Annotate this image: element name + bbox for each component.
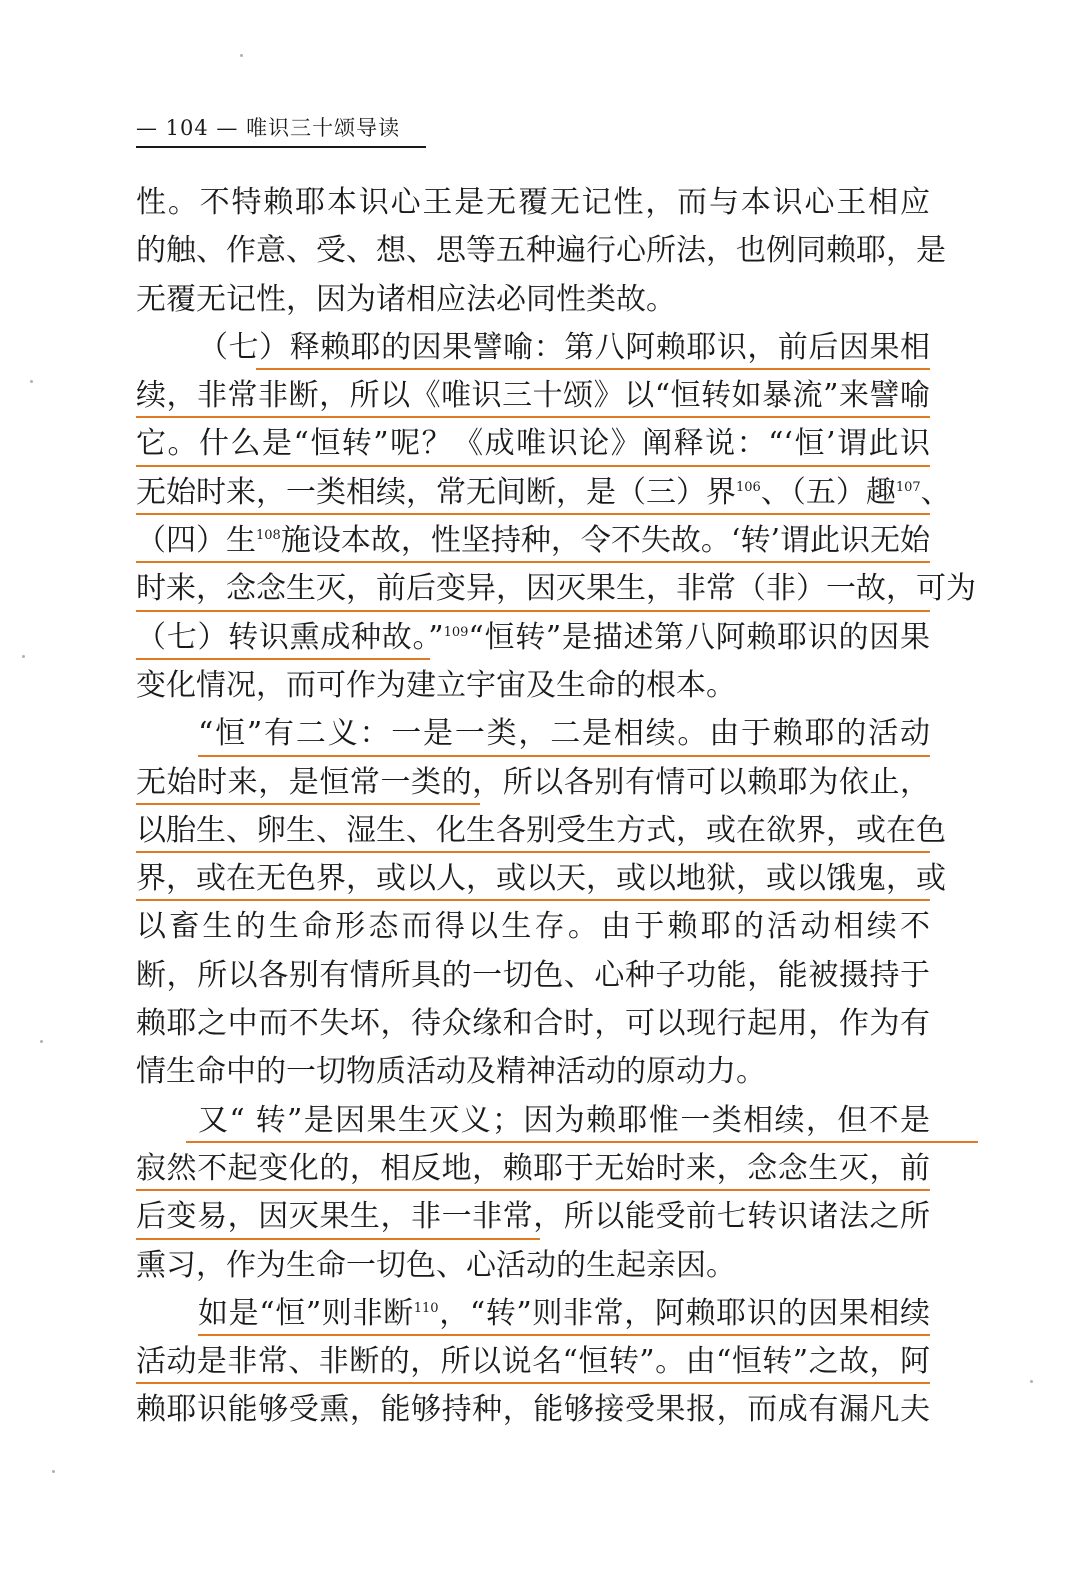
paper-speck: [240, 54, 243, 57]
text-line: 如是“恒”则非断$^{110}$，“转”则非常，阿赖耶识的因果相续: [136, 1291, 930, 1339]
running-header: [136, 112, 426, 148]
footnote-ref: 109: [443, 624, 469, 640]
text-line: 赖耶之中而不失坏，待众缘和合时，可以现行起用，作为有: [136, 1006, 930, 1042]
paper-speck: [40, 1040, 43, 1043]
text-line: 以胎生、卵生、湿生、化生各别受生方式，或在欲界，或在色: [136, 808, 930, 856]
footnote-ref: 108: [256, 528, 281, 544]
text-line: （七）释赖耶的因果譬喻：第八阿赖耶识，前后因果相: [136, 325, 930, 373]
text-line: 它。什么是“恒转”呢？《成唯识论》阐释说：“‘恒’谓此识: [136, 421, 930, 469]
text-line: 无始时来，是恒常一类的，所以各别有情可以赖耶为依止，: [136, 760, 930, 808]
text-line: （七）转识熏成种故。”$^{109}$“恒转”是描述第八阿赖耶识的因果: [136, 615, 930, 663]
text-line: 情生命中的一切物质活动及精神活动的原动力。: [136, 1054, 766, 1090]
text-line: 熏习，作为生命一切色、心活动的生起亲因。: [136, 1247, 736, 1283]
text-line: 无覆无记性，因为诸相应法必同性类故。: [136, 281, 676, 317]
header-text: — 104 — 唯识三十颂导读: [136, 116, 401, 140]
header-rule: [136, 146, 426, 148]
footnote-ref: 110: [413, 1300, 439, 1316]
text-line: 断，所以各别有情所具的一切色、心种子功能，能被摄持于: [136, 957, 930, 993]
paper-speck: [22, 655, 25, 658]
text-line: 又“ 转”是因果生灭义；因为赖耶惟一类相续，但不是: [136, 1098, 930, 1146]
paper-speck: [52, 1470, 55, 1473]
page-body: [136, 180, 976, 1436]
text-line: 后变易，因灭果生，非一非常，所以能受前七转识诸法之所: [136, 1194, 930, 1242]
text-line: 赖耶识能够受熏，能够持种，能够接受果报，而成有漏凡夫: [136, 1392, 930, 1428]
text-line: （四）生$^{108}$施设本故，性坚持种，令不失故。‘转’谓此识无始: [136, 518, 930, 566]
text-line: 界，或在无色界，或以人，或以天，或以地狱，或以饿鬼，或: [136, 856, 930, 904]
paper-speck: [1030, 1380, 1033, 1383]
text-line: 的触、作意、受、想、思等五种遍行心所法，也例同赖耶，是: [136, 233, 946, 269]
text-line: 续，非常非断，所以《唯识三十颂》以“恒转如暴流”来譬喻: [136, 373, 930, 421]
text-line: 寂然不起变化的，相反地，赖耶于无始时来，念念生灭，前: [136, 1146, 930, 1194]
text-line: 以畜生的生命形态而得以生存。由于赖耶的活动相续不: [136, 909, 930, 945]
text-line: 活动是非常、非断的，所以说名“恒转”。由“恒转”之故，阿: [136, 1339, 930, 1387]
text-line: 时来，念念生灭，前后变异，因灭果生，非常（非）一故，可为: [136, 566, 930, 614]
text-line: 无始时来，一类相续，常无间断，是（三）界$^{106}$、（五）趣$^{107}$、: [136, 470, 930, 518]
text-line: “恒”有二义：一是一类，二是相续。由于赖耶的活动: [136, 711, 930, 759]
footnote-ref: 107: [895, 479, 921, 495]
paper-speck: [30, 380, 33, 383]
text-line: 性。不特赖耶本识心王是无覆无记性，而与本识心王相应: [136, 185, 930, 220]
footnote-ref: 106: [736, 479, 761, 495]
text-line: 变化情况，而可作为建立宇宙及生命的根本。: [136, 667, 736, 703]
